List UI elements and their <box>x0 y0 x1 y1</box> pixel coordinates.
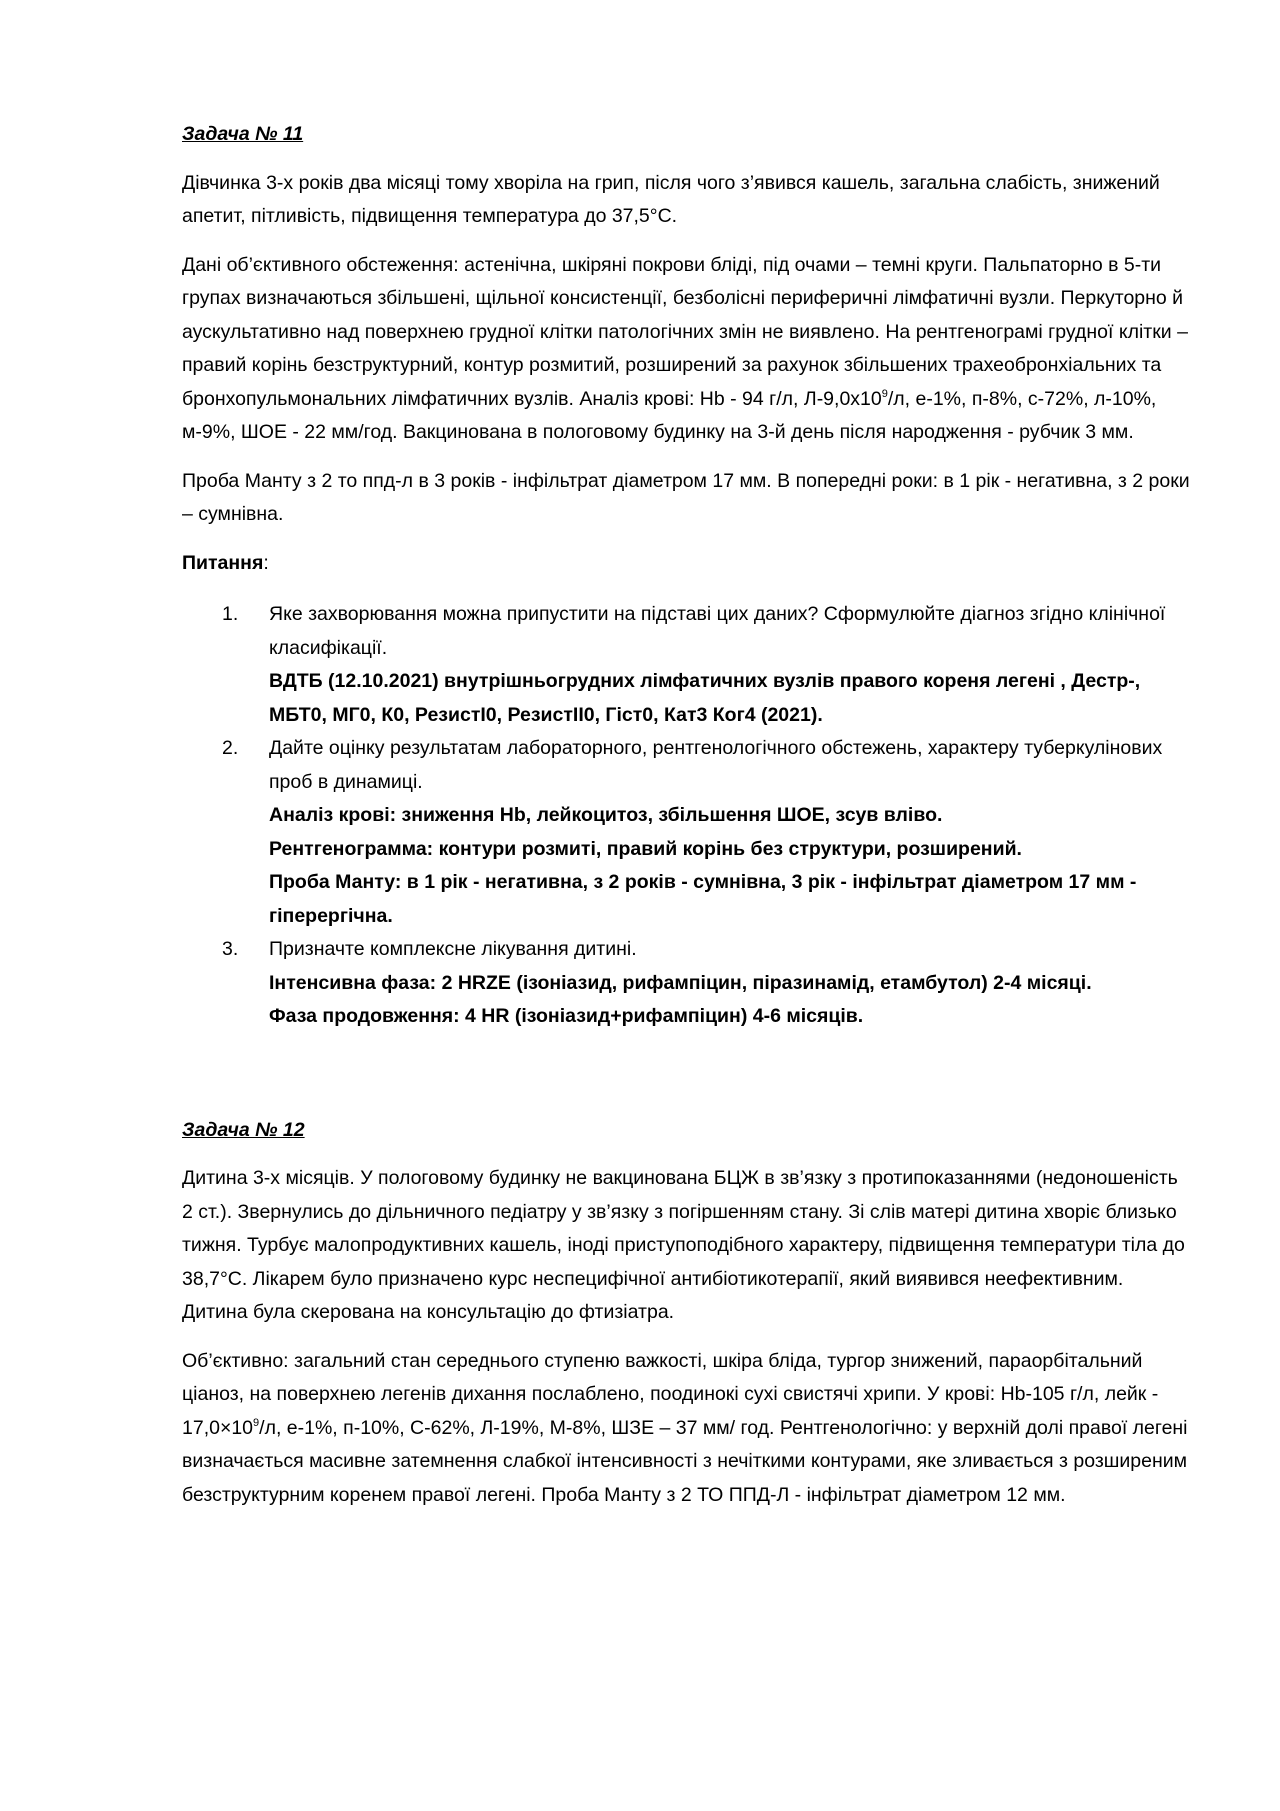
question-body <box>269 732 1192 933</box>
answer-continuation-phase: Фаза продовження: 4 HR (ізоніазид+рифампіцин) 4-6 місяців. <box>269 1005 864 1027</box>
task-11-title: Задача № 11 <box>182 123 304 145</box>
task-12-examination-text-cont: /л, е-1%, п-10%, С-62%, Л-19%, М-8%, ШЗЕ – 37 мм/ год. Рентгенологічно: у верхній долі правої легені визначається масивне затемнення слабкої інтенсивності з нечіткими контурами, яке зливається з розширеним безструктурним коренем правої легені. Проба Манту з 2 ТО ППД-Л - інфільтрат діаметром 12 мм. <box>182 1416 1188 1506</box>
task-11-examination-text-cont: /л, е-1%, п-8%, с-72%, л-10%, м-9%, ШОЕ - 22 мм/год. Вакцинована в пологовому будинку на 3-й день після народження - рубчик 3 мм. <box>182 387 1157 443</box>
question-text: Яке захворювання можна припустити на підставі цих даних? Сформулюйте діагноз згідно клінічної класифікації. <box>269 603 1166 659</box>
superscript: 9 <box>253 1416 260 1429</box>
questions-heading-colon: : <box>263 551 269 574</box>
question-3 <box>182 933 1192 1034</box>
questions-heading-label: Питання <box>182 551 264 574</box>
spacer <box>182 1034 1192 1114</box>
task-11-examination-text: Дані об’єктивного обстеження: астенічна, шкіряні покрови бліді, під очами – темні круги. Пальпаторно в 5-ти групах визначаються збільшені, щільної консистенції, безболісні периферичні лімфатичні вузли. Перкуторно й аускультативно над поверхнею грудної клітки патологічних змін не виявлено. На рентгенограмі грудної клітки – правий корінь безструктурний, контур розмитий, розширений за рахунок збільшених трахеобронхіальних та бронхопульмональних лімфатичних вузлів. Аналіз крові: Hb - 94 г/л, Л-9,0х10 <box>182 253 1188 410</box>
answer-xray: Рентгенограмма: контури розмиті, правий корінь без структури, розширений. <box>269 837 1022 860</box>
task-11-mantoux: Проба Манту з 2 то ппд-л в 3 років - інфільтрат діаметром 17 мм. В попередні роки: в 1 рік - негативна, з 2 роки – сумнівна. <box>182 469 1190 525</box>
answer-intensive-phase: Інтенсивна фаза: 2 HRZE (ізоніазид, рифампіцин, піразинамід, етамбутол) 2-4 місяці. <box>269 971 1092 994</box>
answer-text: ВДТБ (12.10.2021) внутрішньогрудних лімфатичних вузлів правого кореня легені , Дестр-, МБТ0, МГ0, К0, РезистІ0, РезистІІ0, Гіст0, Кат3 Ког4 (2021). <box>269 670 1141 726</box>
task-12-examination-text: Об’єктивно: загальний стан середнього ступеню важкості, шкіра бліда, тургор знижений, параорбітальний ціаноз, на поверхнею легенів дихання послаблено, поодинокі сухі свистячі хрипи. У крові: Hb-105 г/л, лейк - 17,0×10 <box>182 1349 1159 1439</box>
question-text: Призначте комплексне лікування дитині. <box>269 938 637 960</box>
answer-mantoux: Проба Манту: в 1 рік - негативна, з 2 років - сумнівна, 3 рік - інфільтрат діаметром 17 мм - гіперергічна. <box>269 871 1137 927</box>
question-2 <box>182 732 1192 933</box>
question-1 <box>182 598 1192 732</box>
document-content <box>182 118 1192 1512</box>
task-11-complaints: Дівчинка 3-х років два місяці тому хворіла на грип, після чого з’явився кашель, загальна слабість, знижений апетит, пітливість, підвищення температура до 37,5°С. <box>182 171 1160 227</box>
question-number: 3. <box>222 938 239 960</box>
question-number: 2. <box>222 737 239 759</box>
question-body <box>269 598 1192 732</box>
task-12-title: Задача № 12 <box>182 1118 305 1141</box>
question-text: Дайте оцінку результатам лабораторного, рентгенологічного обстежень, характеру туберкулінових проб в динамиці. <box>269 737 1163 793</box>
task-12-history: Дитина 3-х місяців. У пологовому будинку не вакцинована БЦЖ в зв’язку з протипоказаннями (недоношеність 2 ст.). Звернулись до дільничного педіатру у зв’язку з погіршенням стану. Зі слів матері дитина хворіє близько тижня. Турбує малопродуктивних кашель, іноді приступоподібного характеру, підвищення температури тіла до 38,7°С. Лікарем було призначено курс неспецифічної антибіотикотерапії, який виявився неефективним. Дитина була скерована на консультацію до фтизіатра. <box>182 1167 1185 1323</box>
question-number: 1. <box>222 603 239 625</box>
task-11-examination <box>182 249 1192 450</box>
superscript: 9 <box>881 387 888 400</box>
questions-heading <box>182 547 1192 581</box>
task-12-examination <box>182 1345 1192 1513</box>
question-body <box>269 933 1192 1034</box>
answer-blood: Аналіз крові: зниження Hb, лейкоцитоз, збільшення ШОЕ, зсув вліво. <box>269 804 943 826</box>
